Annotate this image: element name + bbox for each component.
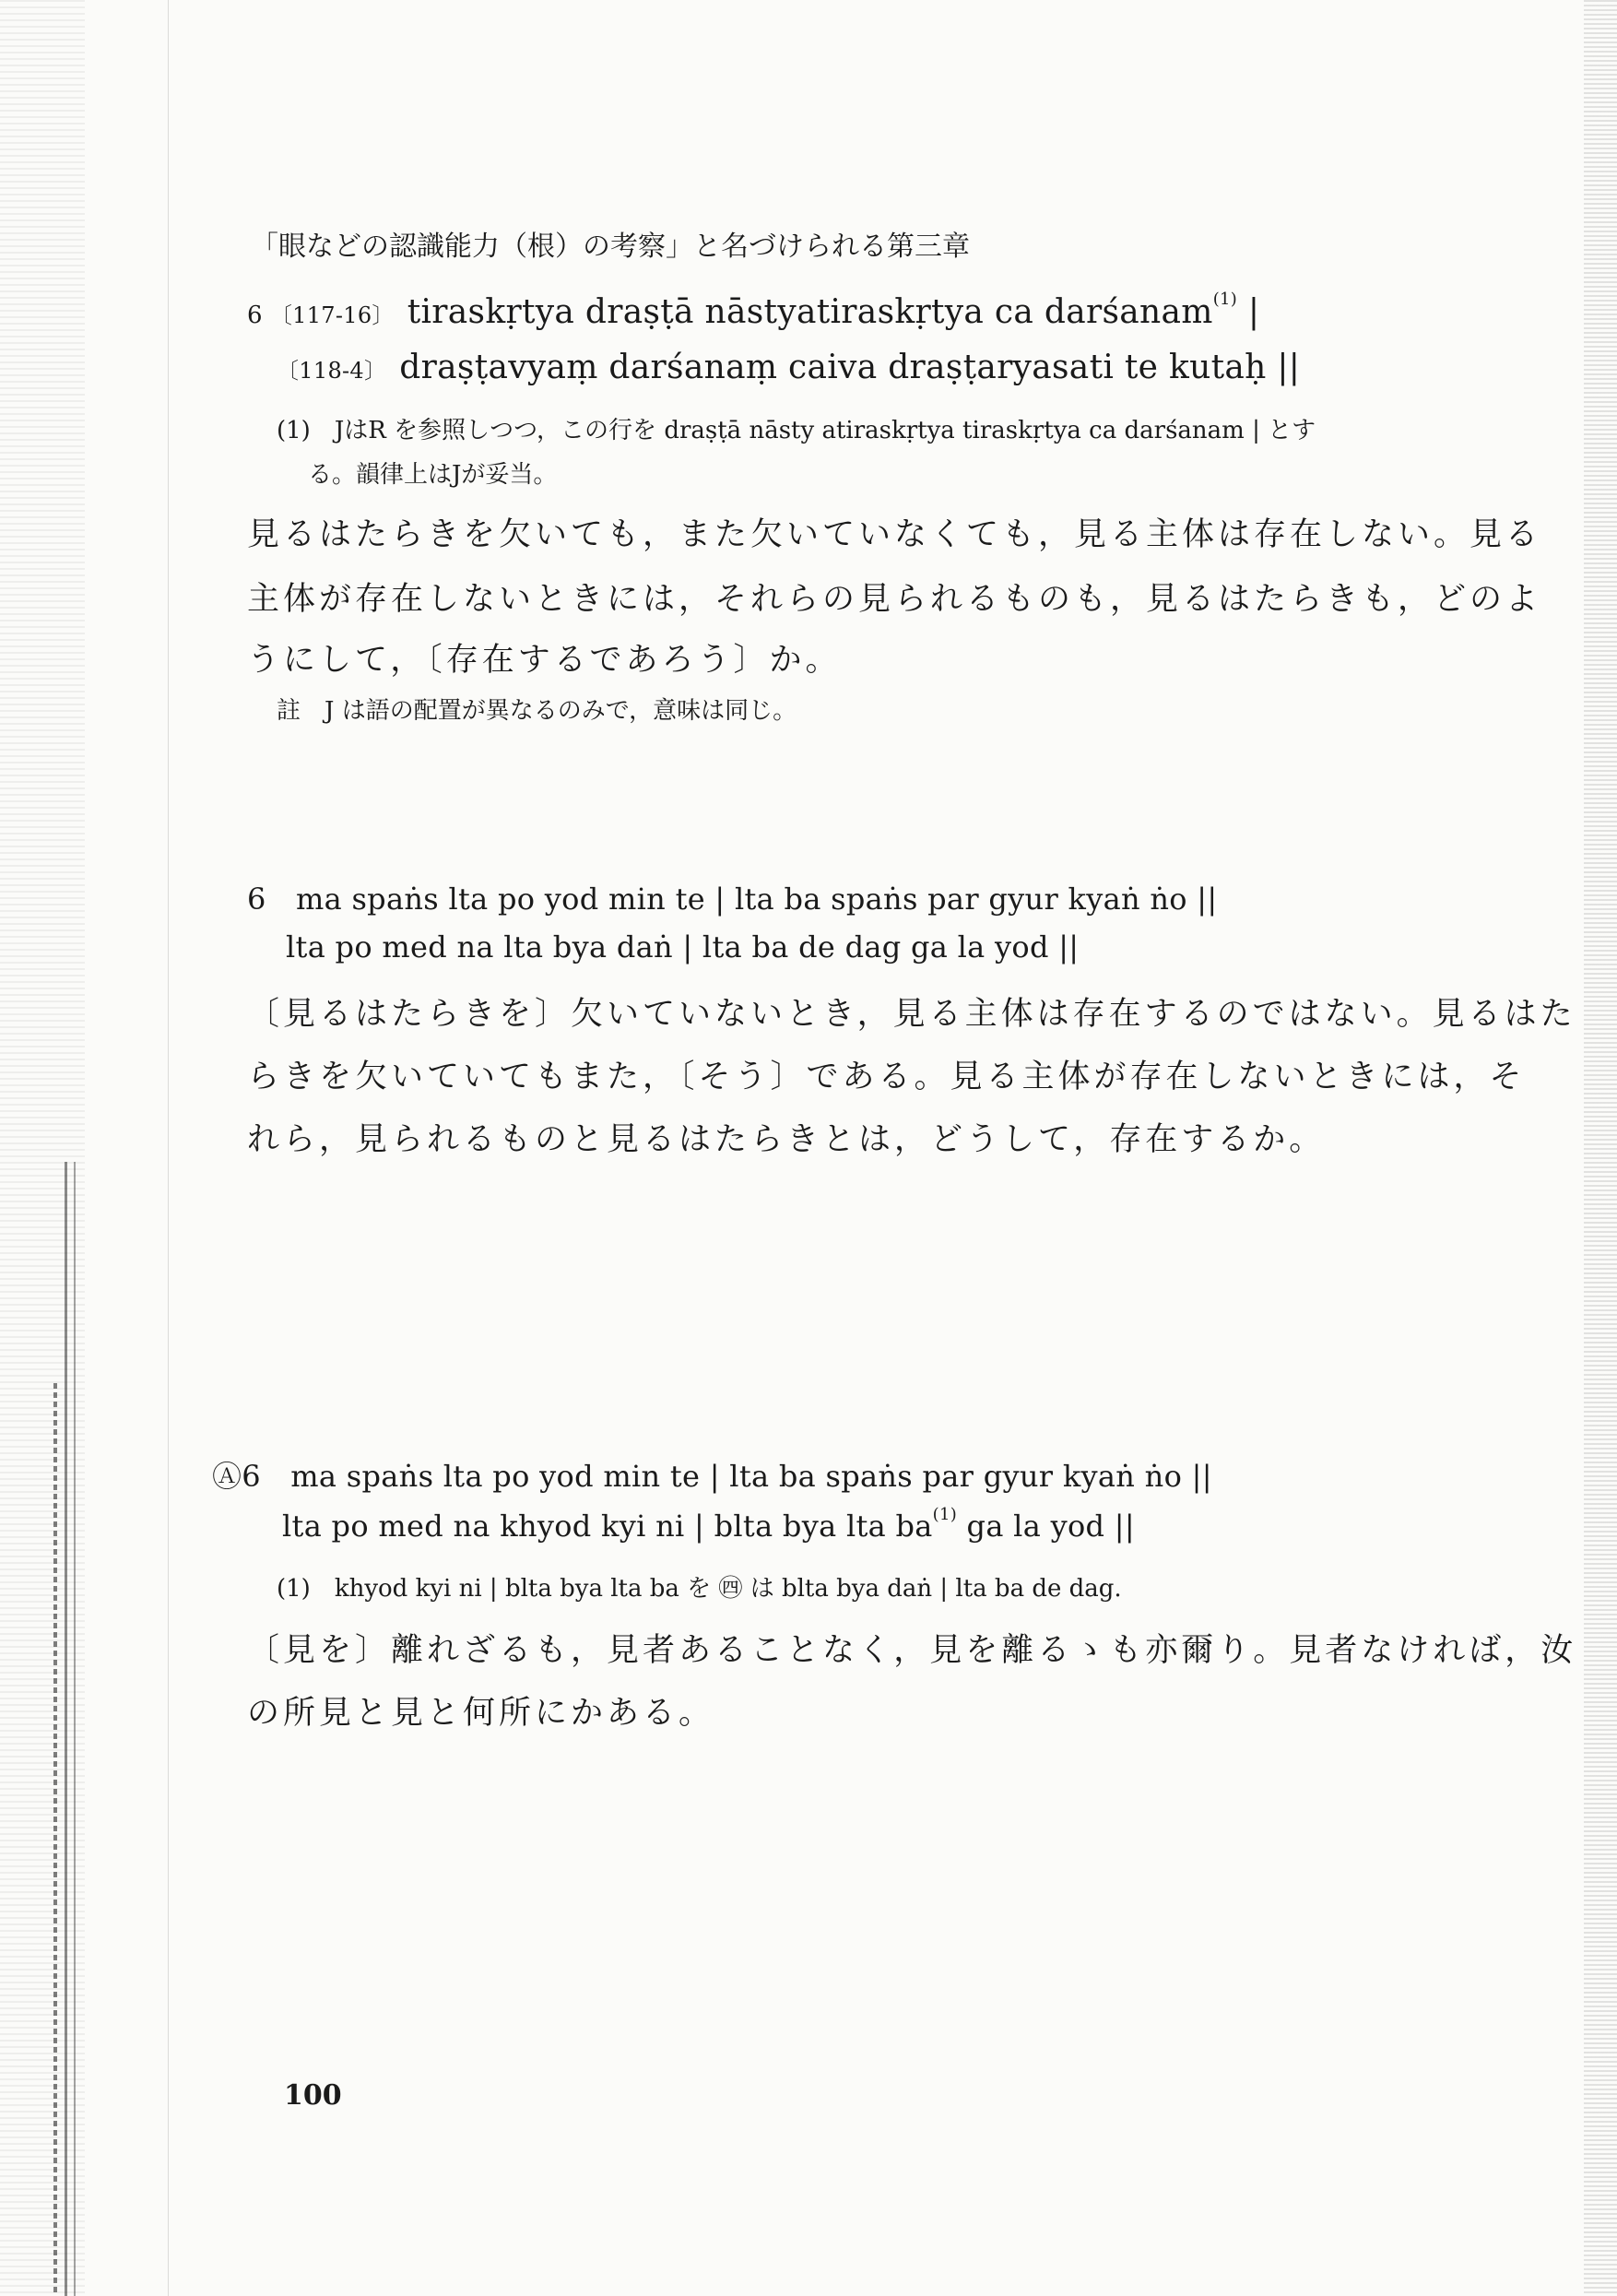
- page-number: 100: [284, 2079, 342, 2112]
- sanskrit-note: 註 J は語の配置が異なるのみで，意味は同じ。: [277, 697, 797, 725]
- scan-binding-edge: [0, 0, 85, 2296]
- tibetan-verse-line-2: lta po med na lta bya daṅ | lta ba de dag ga la yod ||: [286, 929, 1080, 965]
- sanskrit-translation-line-3: うにして，〔存在するであろう〕か。: [247, 642, 842, 679]
- chinese-verse-line-2: [282, 1505, 1135, 1544]
- sanskrit-footnote-line-1: (1) JはR を参照しつつ，この行を draṣṭā nāsty atiraskṛtya tiraskṛtya ca darśanam | とす: [277, 417, 1316, 444]
- verse-text: lta po med na khyod kyi ni | blta bya lta ba: [282, 1509, 933, 1544]
- verse-end-mark: |: [1247, 293, 1260, 331]
- tibetan-verse-line-1: 6 ma spaṅs lta po yod min te | lta ba spaṅs par gyur kyaṅ ṅo ||: [247, 882, 1218, 917]
- verse-number: 6: [247, 302, 263, 329]
- tibetan-translation-line-2: らきを欠いていてもまた，〔そう〕である。見る主体が存在しないときには，そ: [247, 1059, 1526, 1095]
- verse-text: draṣṭavyaṃ darśanaṃ caiva draṣṭaryasati te kutaḥ ||: [399, 349, 1301, 386]
- sanskrit-verse-line-1: [247, 290, 1260, 331]
- verse-reference: 〔118-4〕: [277, 358, 387, 384]
- verse-prefix: Ⓐ6: [212, 1459, 261, 1494]
- sanskrit-footnote-line-2: る。韻律上はJが妥当。: [308, 461, 558, 489]
- chinese-translation-line-2: の所見と見と何所にかある。: [247, 1695, 715, 1732]
- scan-right-edge: [1584, 0, 1617, 2296]
- chinese-translation-line-1: 〔見を〕離れざるも，見者あることなく，見を離るゝも亦爾り。見者なければ，汝: [247, 1632, 1577, 1669]
- tibetan-translation-line-1: 〔見るはたらきを〕欠いていないとき，見る主体は存在するのではない。見るはた: [247, 996, 1576, 1033]
- chinese-verse-line-1: [212, 1453, 1212, 1496]
- sanskrit-translation-line-1: 見るはたらきを欠いても，また欠いていなくても，見る主体は存在しない。見る: [247, 516, 1542, 553]
- margin-line: [168, 0, 169, 2296]
- chinese-footnote: (1) khyod kyi ni | blta bya lta ba を ㊃ は blta bya daṅ | lta ba de dag.: [277, 1575, 1122, 1603]
- verse-text-end: ga la yod ||: [966, 1509, 1135, 1544]
- footnote-marker: (1): [932, 1505, 958, 1524]
- sanskrit-translation-line-2: 主体が存在しないときには，それらの見られるものも，見るはたらきも，どのよ: [247, 581, 1542, 618]
- sanskrit-verse-line-2: [277, 349, 1300, 386]
- verse-text: tiraskṛtya draṣṭā nāstyatiraskṛtya ca darśanam: [407, 293, 1213, 331]
- tibetan-translation-line-3: れら，見られるものと見るはたらきとは，どうして，存在するか。: [247, 1121, 1326, 1158]
- chapter-heading: 「眼などの認識能力（根）の考察」と名づけられる第三章: [251, 231, 970, 263]
- verse-reference: 〔117-16〕: [269, 302, 395, 328]
- footnote-marker: (1): [1212, 290, 1238, 309]
- verse-text: ma spaṅs lta po yod min te | lta ba spaṅs par gyur kyaṅ ṅo ||: [290, 1459, 1212, 1494]
